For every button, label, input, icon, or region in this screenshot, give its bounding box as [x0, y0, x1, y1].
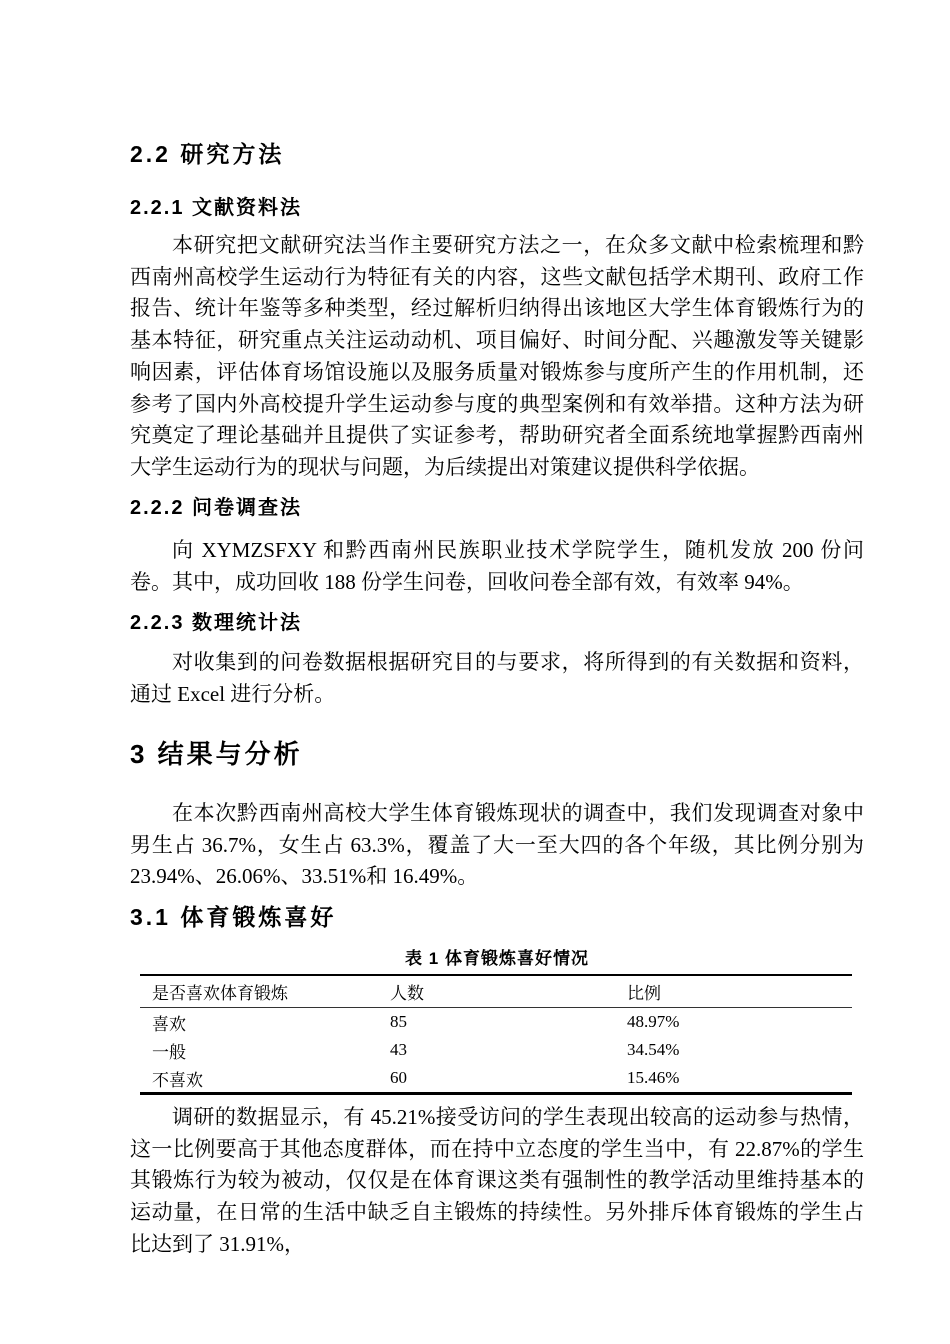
- table-cell-count: 43: [390, 1040, 407, 1059]
- heading-exercise-preference: 3.1 体育锻炼喜好: [130, 904, 337, 930]
- paragraph-statistics-method: 对收集到的问卷数据根据研究目的与要求，将所得到的有关数据和资料，通过 Excel 进行分析。: [130, 650, 864, 706]
- heading-research-methods: 2.2 研究方法: [130, 141, 285, 167]
- heading-statistics-method: 2.2.3 数理统计法: [130, 612, 303, 634]
- table-header-row: [140, 975, 852, 1008]
- table-header-like: 是否喜欢体育锻炼: [140, 975, 390, 1008]
- table-row: [140, 1064, 852, 1094]
- table-cell-label: 喜欢: [152, 1014, 186, 1034]
- table-row: [140, 1036, 852, 1064]
- heading-questionnaire-method: 2.2.2 问卷调查法: [130, 497, 303, 519]
- paragraph-questionnaire-method: 向 XYMZSFXY 和黔西南州民族职业技术学院学生，随机发放 200 份问卷。其中，成功回收 188 份学生问卷，回收问卷全部有效，有效率 94%。: [130, 538, 864, 594]
- table-exercise-preference: [140, 974, 852, 1095]
- table-header-count: 人数: [390, 975, 627, 1008]
- table-header-ratio: 比例: [627, 975, 852, 1008]
- table-cell-label: 一般: [152, 1042, 186, 1062]
- heading-results-analysis: 3 结果与分析: [130, 739, 303, 769]
- paragraph-table-analysis: 调研的数据显示，有 45.21%接受访问的学生表现出较高的运动参与热情，这一比例要高于其他态度群体，而在持中立态度的学生当中，有 22.87%的学生其锻炼行为较为被动，仅仅是在体育课这类有强制性的教学活动里维持基本的运动量，在日常的生活中缺乏自主锻炼的持续性。另外排斥体育锻炼的学生占比达到了 31.91%，: [130, 1105, 864, 1256]
- table-cell-ratio: 15.46%: [627, 1068, 680, 1087]
- table1-caption: 表 1 体育锻炼喜好情况: [405, 949, 589, 968]
- table-row: [140, 1008, 852, 1037]
- paragraph-literature-method: 本研究把文献研究法当作主要研究方法之一，在众多文献中检索梳理和黔西南州高校学生运动行为特征有关的内容，这些文献包括学术期刊、政府工作报告、统计年鉴等多种类型，经过解析归纳得出该地区大学生体育锻炼行为的基本特征，研究重点关注运动动机、项目偏好、时间分配、兴趣激发等关键影响因素，评估体育场馆设施以及服务质量对锻炼参与度所产生的作用机制，还参考了国内外高校提升学生运动参与度的典型案例和有效举措。这种方法为研究奠定了理论基础并且提供了实证参考，帮助研究者全面系统地掌握黔西南州大学生运动行为的现状与问题，为后续提出对策建议提供科学依据。: [130, 233, 864, 479]
- table-cell-count: 85: [390, 1012, 407, 1031]
- heading-literature-method: 2.2.1 文献资料法: [130, 197, 303, 219]
- table-cell-ratio: 48.97%: [627, 1012, 680, 1031]
- paragraph-results-intro: 在本次黔西南州高校大学生体育锻炼现状的调查中，我们发现调查对象中男生占 36.7%，女生占 63.3%，覆盖了大一至大四的各个年级，其比例分别为 23.94%、26.06%、33.51%和 16.49%。: [130, 801, 864, 889]
- table-cell-label: 不喜欢: [152, 1070, 203, 1090]
- table-cell-count: 60: [390, 1068, 407, 1087]
- table-cell-ratio: 34.54%: [627, 1040, 680, 1059]
